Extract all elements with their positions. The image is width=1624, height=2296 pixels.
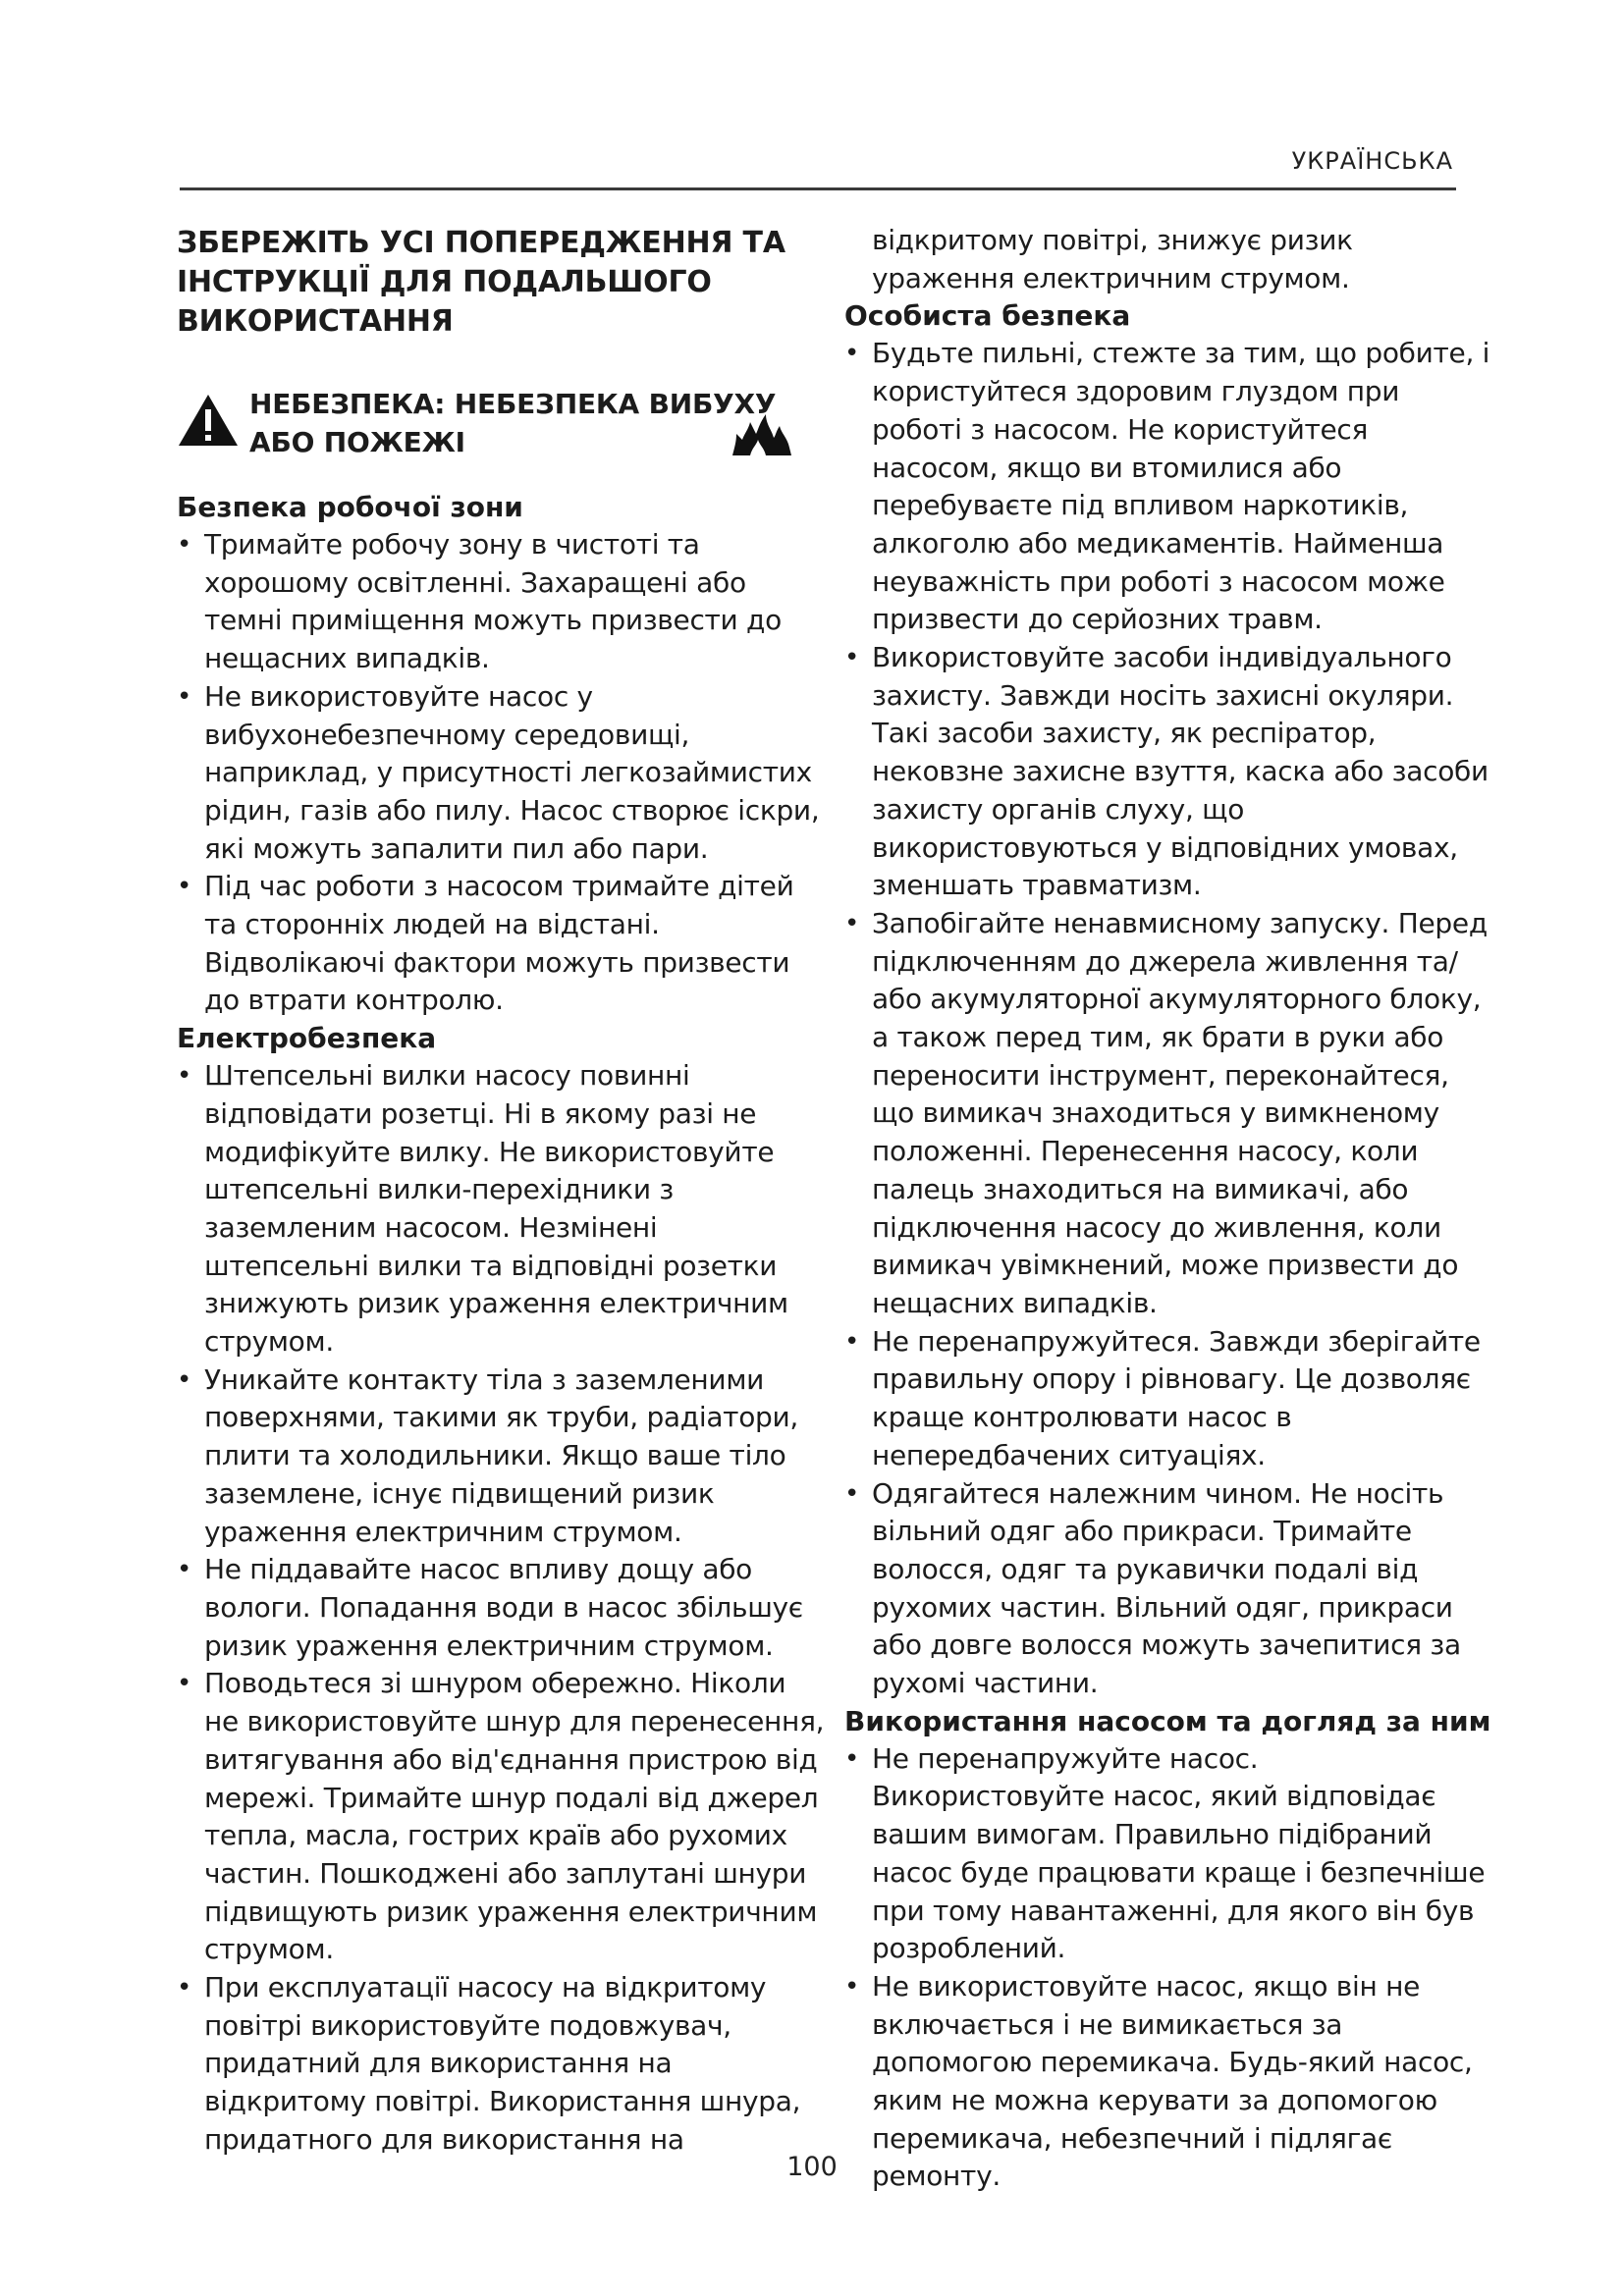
fire-icon — [731, 404, 793, 457]
use-care-list — [844, 1740, 1492, 2196]
list-item: • Штепсельні вилки насосу повинні відповідати розетці. Ні в якому разі не модифікуйте вилку. Не використовуйте штепсельні вилки-перехідники з заземленим насосом. Незмінені штепсельні вилки та відповідні розетки знижують ризик ураження електричним струмом. — [177, 1057, 825, 1362]
list-item: • Не піддавайте насос впливу дощу або вологи. Попадання води в насос збільшує ризик ураження електричним струмом. — [177, 1551, 825, 1665]
danger-warning — [177, 385, 825, 473]
header-rule — [180, 187, 1456, 190]
list-item: • Будьте пильні, стежте за тим, що робите, і користуйтеся здоровим глуздом при роботі з насосом. Не користуйтеся насосом, якщо ви втомилися або перебуваєте під впливом наркотиків, алкоголю або медикаментів. Найменша неуважність при роботі з насосом може призвести до серйозних травм. — [844, 335, 1492, 639]
list-item: • Не перенапружуйте насос. Використовуйте насос, який відповідає вашим вимогам. Правильно підібраний насос буде працювати краще і безпечніше при тому навантаженні, для якого він був розроблений. — [844, 1740, 1492, 1968]
list-item: • Поводьтеся зі шнуром обережно. Ніколи не використовуйте шнур для перенесення, витягування або від'єднання пристрою від мережі. Тримайте шнур подалі від джерел тепла, масла, гострих країв або рухомих частин. Пошкоджені або заплутані шнури підвищують ризик ураження електричним струмом. — [177, 1665, 825, 1969]
work-area-list — [177, 526, 825, 1020]
list-item: • Не використовуйте насос, якщо він не включається і не вимикається за допомогою перемикача. Будь-який насос, яким не можна керувати за допомогою перемикача, небезпечний і підлягає ремонту. — [844, 1968, 1492, 2196]
electrical-list — [177, 1057, 825, 2159]
list-item: • Запобігайте ненавмисному запуску. Перед підключенням до джерела живлення та/або акумуляторної акумуляторного блоку, а також перед тим, як брати в руки або переносити інструмент, переконайтеся, що вимикач знаходиться у вимкненому положенні. Перенесення насосу, коли палець знаходиться на вимикачі, або підключення насосу до живлення, коли вимикач увімкнений, може призвести до нещасних випадків. — [844, 905, 1492, 1323]
list-item: • Не використовуйте насос у вибухонебезпечному середовищі, наприклад, у присутності легкозаймистих рідин, газів або пилу. Насос створює іскри, які можуть запалити пил або пари. — [177, 678, 825, 869]
page-title: ЗБЕРЕЖІТЬ УСІ ПОПЕРЕДЖЕННЯ ТА ІНСТРУКЦІЇ ДЛЯ ПОДАЛЬШОГО ВИКОРИСТАННЯ — [177, 226, 785, 339]
list-item: • Уникайте контакту тіла з заземленими поверхнями, такими як труби, радіатори, плити та холодильники. Якщо ваше тіло заземлене, існує підвищений ризик ураження електричним струмом. — [177, 1362, 825, 1552]
list-item: • Тримайте робочу зону в чистоті та хорошому освітленні. Захаращені або темні приміщення можуть призвести до нещасних випадків. — [177, 526, 825, 678]
right-column — [844, 222, 1492, 2196]
page-number: 100 — [786, 2152, 838, 2182]
personal-safety-heading: Особиста безпека — [844, 299, 1131, 333]
list-item: • Одягайтеся належним чином. Не носіть вільний одяг або прикраси. Тримайте волосся, одяг та рукавички подалі від рухомих частин. Вільний одяг, прикраси або довге волосся можуть зачепитися за рухомі частини. — [844, 1475, 1492, 1703]
continuation-text: відкритому повітрі, знижує ризик ураження електричним струмом. — [872, 224, 1353, 294]
language-label: УКРАЇНСЬКА — [1291, 147, 1453, 175]
danger-line-1: НЕБЕЗПЕКА: НЕБЕЗПЕКА ВИБУХУ — [249, 388, 777, 420]
danger-line-2: АБО ПОЖЕЖІ — [249, 426, 465, 458]
list-item: • Використовуйте засоби індивідуального захисту. Завжди носіть захисні окуляри. Такі засоби захисту, як респіратор, нековзне захисне взуття, каска або засоби захисту органів слуху, що використовуються у відповідних умовах, зменшать травматизм. — [844, 639, 1492, 905]
danger-heading — [249, 385, 776, 461]
personal-safety-list — [844, 335, 1492, 1702]
use-care-heading: Використання насосом та догляд за ним — [844, 1704, 1491, 1737]
list-item: • При експлуатації насосу на відкритому повітрі використовуйте подовжувач, придатний для використання на відкритому повітрі. Використання шнура, придатного для використання на — [177, 1969, 825, 2160]
list-item: • Не перенапружуйтеся. Завжди зберігайте правильну опору і рівновагу. Це дозволяє краще контролювати насос в непередбачених ситуаціях. — [844, 1323, 1492, 1475]
work-area-heading: Безпека робочої зони — [177, 491, 523, 523]
list-item: • Під час роботи з насосом тримайте дітей та сторонніх людей на відстані. Відволікаючі фактори можуть призвести до втрати контролю. — [177, 868, 825, 1020]
electrical-heading: Електробезпека — [177, 1022, 437, 1055]
left-column — [177, 224, 825, 2160]
warning-triangle-icon — [177, 393, 240, 448]
